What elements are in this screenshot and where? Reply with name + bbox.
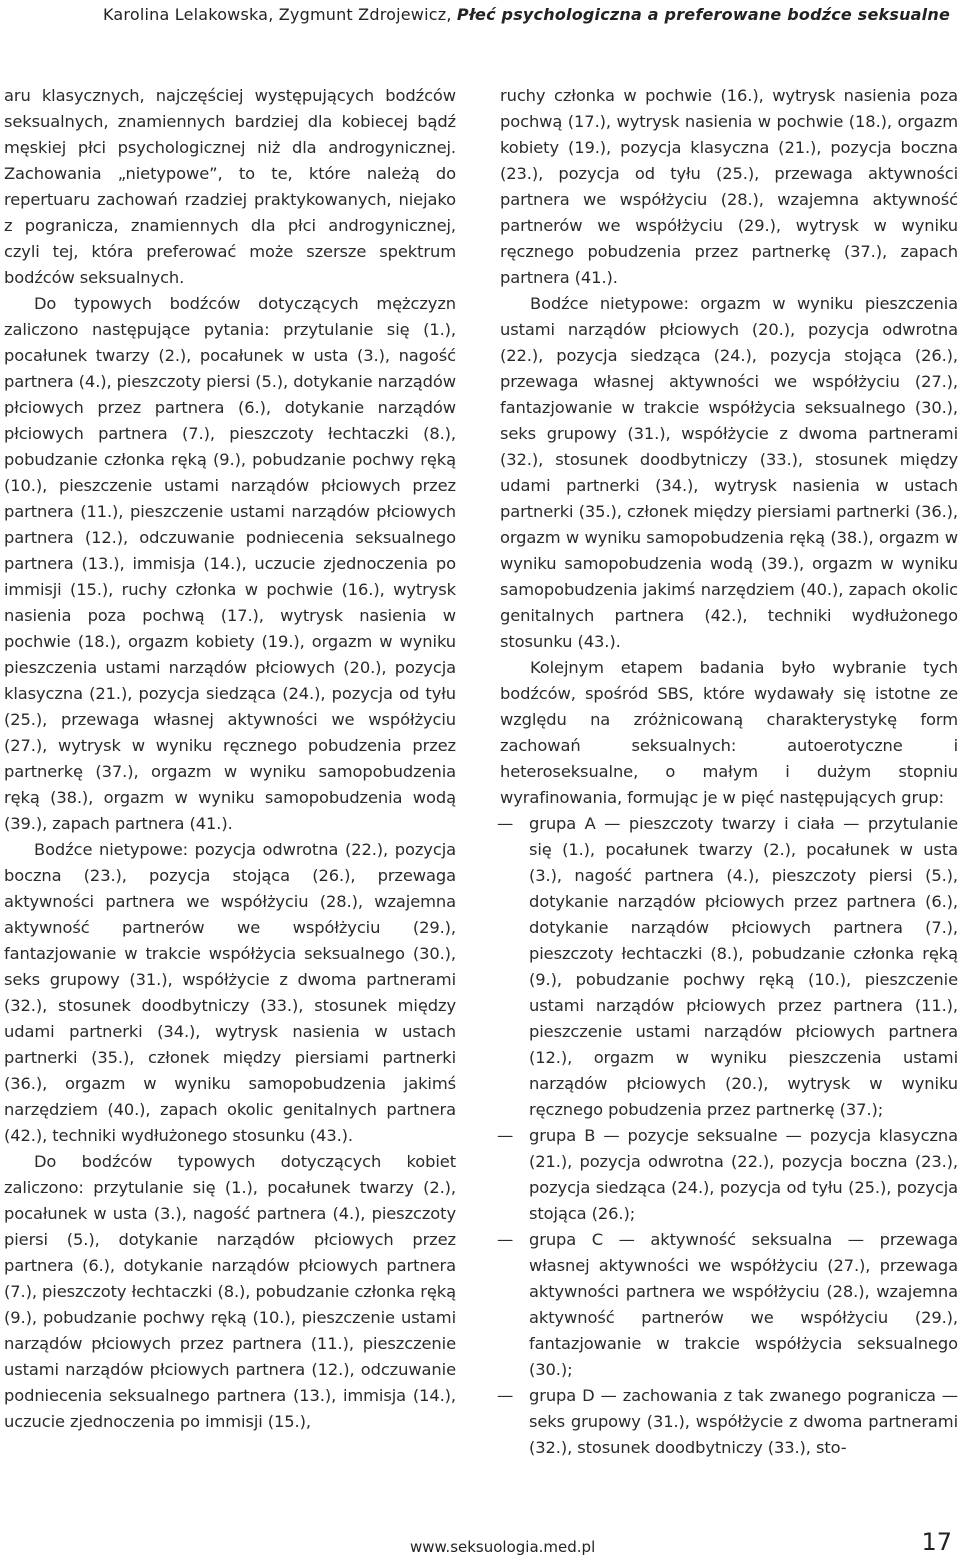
group-list-item — [497, 1123, 958, 1227]
group-list-item — [497, 1383, 958, 1461]
right-paragraph-3: Kolejnym etapem badania było wybranie tych bodźców, spośród SBS, które wydawały się istotne ze względu na zróżnicowaną charakterystykę form zachowań seksualnych: autoerotyczne i heteroseksualne, o małym i dużym stopniu wyrafinowania, formując je w pięć następujących grup: — [500, 658, 958, 807]
left-paragraph-2: Do typowych bodźców dotyczących mężczyzn zaliczono następujące pytania: przytulanie się (1.), pocałunek twarzy (2.), pocałunek w usta (3.), nagość partnera (4.), pieszczoty piersi (5.), dotykanie narządów płciowych przez partnera (6.), dotykanie narządów płciowych partnera (7.), pieszczoty łechtaczki (8.), pobudzanie członka ręką (9.), pobudzanie pochwy ręką (10.), pieszczenie ustami narządów płciowych przez partnera (11.), pieszczenie ustami narządów płciowych partnera (12.), odczuwanie podniecenia seksualnego partnera (13.), immisja (14.), uczucie zjednoczenia po immisji (15.), ruchy członka w pochwie (16.), wytrysk nasienia poza pochwą (17.), wytrysk nasienia w pochwie (18.), orgazm kobiety (19.), orgazm w wyniku pieszczenia ustami narządów płciowych (20.), pozycja klasyczna (21.), pozycja siedząca (24.), pozycja od tyłu (25.), przewaga własnej aktywności we współżyciu (27.), wytrysk w wyniku ręcznego pobudzenia przez partnerkę (37.), orgazm w wyniku samopobudzenia ręką (38.), orgazm w wyniku samopobudzenia wodą (39.), zapach partnera (41.). — [4, 294, 456, 833]
header-authors: Karolina Lelakowska, Zygmunt Zdrojewicz, — [103, 5, 452, 24]
left-paragraph-4: Do bodźców typowych dotyczących kobiet zaliczono: przytulanie się (1.), pocałunek twarzy (2.), pocałunek w usta (3.), nagość partnera (4.), pieszczoty piersi (5.), dotykanie narządów płciowych przez partnera (6.), dotykanie narządów płciowych partnera (7.), pieszczoty łechtaczki (8.), pobudzanie członka ręką (9.), pobudzanie pochwy ręką (10.), pieszczenie ustami narządów płciowych przez partnera (11.), pieszczenie ustami narządów płciowych partnera (12.), odczuwanie podniecenia seksualnego partnera (13.), immisja (14.), uczucie zjednoczenia po immisji (15.), — [4, 1152, 456, 1431]
left-column — [4, 83, 456, 1435]
header-article-title: Płeć psychologiczna a preferowane bodźce seksualne — [456, 5, 950, 24]
group-list-item — [497, 1227, 958, 1383]
dash-bullet: — — [497, 814, 514, 833]
page-number: 17 — [921, 1528, 952, 1556]
journal-url-link[interactable]: www.seksuologia.med.pl — [410, 1538, 596, 1556]
right-paragraph-2: Bodźce nietypowe: orgazm w wyniku pieszczenia ustami narządów płciowych (20.), pozycja odwrotna (22.), pozycja siedząca (24.), pozycja stojąca (26.), przewaga własnej aktywności we współżyciu (27.), fantazjowanie w trakcie współżycia seksualnego (30.), seks grupowy (31.), współżycie z dwoma partnerami (32.), stosunek doodbytniczy (33.), stosunek między udami partnerki (34.), wytrysk nasienia w ustach partnerki (35.), członek między piersiami partnerki (36.), orgazm w wyniku samopobudzenia ręką (38.), orgazm w wyniku samopobudzenia wodą (39.), orgazm w wyniku samopobudzenia jakimś narzędziem (40.), zapach okolic genitalnych partnera (42.), techniki wydłużonego stosunku (43.). — [500, 294, 958, 651]
dash-bullet: — — [497, 1126, 514, 1145]
running-head — [103, 5, 950, 24]
group-text: grupa C — aktywność seksualna — przewaga własnej aktywności we współżyciu (27.), przewaga aktywności partnera we współżyciu (28.), wzajemna aktywność partnerów we współżyciu (29.), fantazjowanie w trakcie współżycia seksualnego (30.); — [529, 1230, 958, 1379]
group-text: grupa A — pieszczoty twarzy i ciała — przytulanie się (1.), pocałunek twarzy (2.), pocałunek w usta (3.), nagość partnera (4.), pieszczoty piersi (5.), dotykanie narządów płciowych przez partnera (6.), dotykanie narządów płciowych partnera (7.), pieszczoty łechtaczki (8.), pobudzanie członka ręką (9.), pobudzanie pochwy ręką (10.), pieszczenie ustami narządów płciowych przez partnera (11.), pieszczenie ustami narządów płciowych partnera (12.), orgazm w wyniku pieszczenia ustami narządów płciowych (20.), wytrysk w wyniku ręcznego pobudzenia przez partnerkę (37.); — [529, 814, 958, 1119]
right-column — [497, 83, 958, 1461]
left-paragraph-3: Bodźce nietypowe: pozycja odwrotna (22.), pozycja boczna (23.), pozycja stojąca (26.), przewaga aktywności partnera we współżyciu (28.), wzajemna aktywność partnerów we współżyciu (29.), fantazjowanie w trakcie współżycia seksualnego (30.), seks grupowy (31.), współżycie z dwoma partnerami (32.), stosunek doodbytniczy (33.), stosunek między udami partnerki (34.), wytrysk nasienia w ustach partnerki (35.), członek między piersiami partnerki (36.), orgazm w wyniku samopobudzenia jakimś narzędziem (40.), zapach okolic genitalnych partnera (42.), techniki wydłużonego stosunku (43.). — [4, 840, 456, 1145]
left-paragraph-1: aru klasycznych, najczęściej występujących bodźców seksualnych, znamiennych bardziej dla kobiecej bądź męskiej płci psychologicznej niż dla androgynicznej. Zachowania „nietypowe”, to te, które należą do repertuaru zachowań rzadziej praktykowanych, niejako z pogranicza, znamiennych dla płci androgynicznej, czyli tej, która preferować może szersze spektrum bodźców seksualnych. — [4, 86, 456, 287]
group-text: grupa D — zachowania z tak zwanego pogranicza — seks grupowy (31.), współżycie z dwoma partnerami (32.), stosunek doodbytniczy (33.), sto- — [529, 1386, 958, 1457]
group-list — [497, 811, 958, 1461]
dash-bullet: — — [497, 1230, 514, 1249]
group-list-item — [497, 811, 958, 1123]
group-text: grupa B — pozycje seksualne — pozycja klasyczna (21.), pozycja odwrotna (22.), pozycja boczna (23.), pozycja siedząca (24.), pozycja od tyłu (25.), pozycja stojąca (26.); — [529, 1126, 958, 1223]
right-paragraph-1: ruchy członka w pochwie (16.), wytrysk nasienia poza pochwą (17.), wytrysk nasienia w pochwie (18.), orgazm kobiety (19.), pozycja klasyczna (21.), pozycja boczna (23.), pozycja od tyłu (25.), przewaga aktywności partnera we współżyciu (28.), wzajemna aktywność partnerów we współżyciu (29.), wytrysk w wyniku ręcznego pobudzenia przez partnerkę (37.), zapach partnera (41.). — [500, 86, 958, 287]
dash-bullet: — — [497, 1386, 514, 1405]
